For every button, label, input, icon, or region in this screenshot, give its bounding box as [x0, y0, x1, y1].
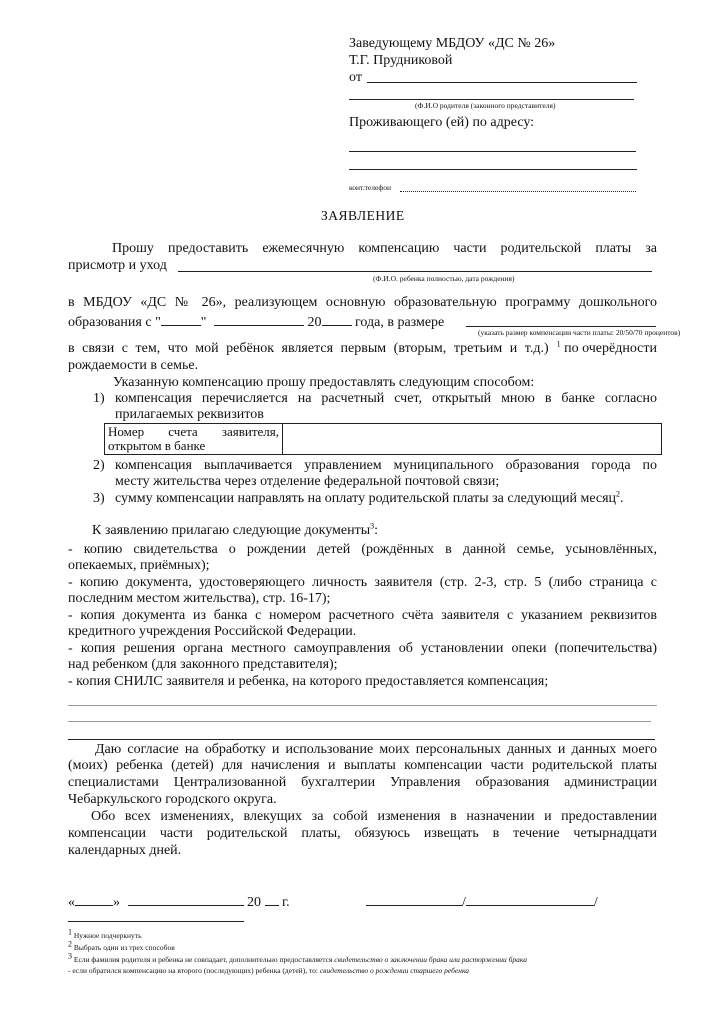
footnote-3 [68, 951, 527, 964]
from-input-line-2[interactable] [349, 99, 634, 100]
address-input-line-1[interactable] [349, 151, 636, 152]
consent-line-4: Чебаркульского городского округа. [68, 792, 277, 807]
extra-document-line-1[interactable] [68, 705, 657, 706]
bank-account-label [105, 424, 283, 454]
documents-intro [92, 523, 378, 539]
order-text: в связи с тем, что мой ребёнок является первым (вторым, третьим и т.д.) [68, 341, 549, 356]
documents-intro-text: К заявлению прилагаю следующие документы [92, 523, 371, 538]
signature-name-input[interactable] [466, 893, 594, 906]
footnote-4-italic: свидетельство о рождении старшего ребенка [319, 966, 470, 975]
sign-year-input[interactable] [265, 893, 279, 906]
sign-month-input[interactable] [128, 893, 244, 906]
signature-slash-2: / [593, 895, 598, 910]
extra-document-line-3[interactable] [68, 739, 655, 740]
footnote-1-text: Нужное подчеркнуть [73, 931, 142, 940]
footnote-ref-3: 3 [370, 521, 375, 531]
document-1-line-1: - копию свидетельства о рождении детей (рождённых в данной семье, усыновлённых, [68, 542, 657, 557]
method-3-text: сумму компенсации направлять на оплату родительской платы за следующий месяц [115, 491, 617, 506]
footnote-1-number: 1 [68, 927, 72, 937]
child-input-line[interactable] [178, 271, 652, 272]
footnote-separator [68, 921, 244, 922]
sign-year-suffix: г. [282, 895, 290, 910]
method-1-line-2: прилагаемых реквизитов [115, 407, 264, 422]
footnote-2 [68, 939, 175, 952]
notify-line-3: календарных дней. [68, 843, 182, 858]
bank-account-input[interactable] [283, 424, 661, 454]
parent-fio-hint: (Ф.И.О родителя (законного представителя) [415, 101, 556, 110]
footnote-4 [68, 966, 469, 975]
method-2-line-1: компенсация выплачивается управлением муниципального образования города по [115, 458, 657, 473]
methods-intro: Указанную компенсацию прошу предоставлять следующим способом: [113, 375, 535, 390]
method-3-number: 3) [93, 491, 105, 506]
request-line-6: рождаемости в семье. [68, 358, 199, 373]
documents-intro-end: : [374, 523, 379, 538]
child-hint: (Ф.И.О. ребенка полностью, дата рождения) [373, 274, 515, 283]
document-3-line-2: кредитного учреждения Российской Федерации. [68, 624, 357, 639]
phone-label: конт.телефон [349, 183, 392, 192]
method-1-number: 1) [93, 391, 105, 406]
start-year-input[interactable] [322, 313, 352, 326]
addressee-name: Т.Г. Прудниковой [349, 53, 453, 68]
notify-line-1: Обо всех изменениях, влекущих за собой изменения в назначении и предоставлении [91, 809, 657, 824]
consent-line-3: специалистами Централизованной бухгалтерии Управления образования администрации [68, 775, 657, 790]
date-close-quote: » [113, 895, 120, 910]
bank-account-table [104, 423, 662, 455]
bank-label-line-2: открытом в банке [108, 438, 206, 453]
request-line-2-prefix: присмотр и уход [68, 258, 167, 273]
amount-hint: (указать размер компенсации части платы: 20/50/70 процентов) [478, 328, 681, 337]
consent-line-2: (моих) ребенка (детей) для начисления и выплаты компенсации части родительской платы [68, 758, 657, 773]
address-input-line-2[interactable] [349, 169, 637, 170]
document-2-line-2: последним местом жительства), стр. 16-17); [68, 591, 331, 606]
request-line-4 [68, 313, 444, 331]
date-open-quote: « [68, 895, 75, 910]
sign-day-input[interactable] [75, 893, 113, 906]
amount-label: года, в размере [355, 315, 445, 330]
request-line-1: Прошу предоставить ежемесячную компенсацию части родительской платы за [112, 241, 657, 256]
request-line-5 [68, 341, 657, 357]
footnote-ref-2: 2 [616, 489, 621, 499]
addressee-line: Заведующему МБДОУ «ДС № 26» [349, 36, 556, 51]
start-date-prefix: образования с " [68, 315, 161, 330]
from-label: от [349, 70, 362, 85]
document-title: ЗАЯВЛЕНИЕ [321, 208, 405, 223]
document-3-line-1: - копия документа из банка с номером расчетного счёта заявителя с указанием реквизитов [68, 608, 657, 623]
signature-date [68, 893, 290, 911]
amount-input-line[interactable] [466, 326, 656, 327]
signature-slash-1: / [462, 895, 466, 910]
footnote-2-text: Выбрать один из трех способов [73, 943, 175, 952]
extra-document-line-2[interactable] [68, 721, 651, 722]
footnote-2-number: 2 [68, 939, 72, 949]
method-3-line [115, 491, 624, 507]
start-date-quote: " [200, 315, 207, 330]
footnote-1 [68, 927, 142, 940]
phone-input-line[interactable] [400, 191, 636, 192]
start-month-input[interactable] [214, 313, 304, 326]
document-2-line-1: - копию документа, удостоверяющего личность заявителя (стр. 2-3, стр. 5 (либо страница с [68, 575, 657, 590]
order-text-end: по очерёдности [564, 341, 657, 356]
footnote-3-number: 3 [68, 951, 72, 961]
footnote-ref-1: 1 [556, 339, 561, 349]
footnote-3-text: Если фамилия родителя и ребенка не совпадает, дополнительно предоставляется [73, 955, 333, 964]
method-3-end: . [620, 491, 624, 506]
address-label: Проживающего (ей) по адресу: [349, 115, 535, 130]
method-1-line-1: компенсация перечисляется на расчетный счет, открытый мною в банке согласно [115, 391, 657, 406]
method-2-number: 2) [93, 458, 105, 473]
request-line-3: в МБДОУ «ДС № 26», реализующем основную образовательную программу дошкольного [68, 295, 657, 310]
start-day-input[interactable] [161, 313, 201, 326]
start-year-prefix: 20 [307, 315, 322, 330]
bank-label-line-1: Номер счета заявителя, [108, 424, 279, 439]
document-5: - копия СНИЛС заявителя и ребенка, на которого предоставляется компенсация; [68, 674, 549, 689]
sign-year-prefix: 20 [247, 895, 261, 910]
consent-line-1: Даю согласие на обработку и использование моих персональных данных и данных моего [95, 742, 657, 757]
document-4-line-1: - копия решения органа местного самоуправления об установлении опеки (попечительства) [68, 641, 657, 656]
signature-input[interactable] [366, 893, 462, 906]
signature-fields [366, 893, 598, 911]
footnote-4-text: - если обратился компенсацию на второго (последующих) ребенка (детей), то: [68, 966, 318, 975]
from-input-line[interactable] [367, 82, 637, 83]
notify-line-2: компенсации части родительской платы, обязуюсь извещать в течение четырнадцати [68, 826, 657, 841]
document-4-line-2: над ребенком (для законного представителя); [68, 657, 338, 672]
footnote-3-italic: свидетельство о заключении брака или расторжении брака [334, 955, 527, 964]
method-2-line-2: месту жительства через отделение федеральной почтовой связи; [115, 474, 500, 489]
document-1-line-2: опекаемых, приёмных); [68, 558, 210, 573]
